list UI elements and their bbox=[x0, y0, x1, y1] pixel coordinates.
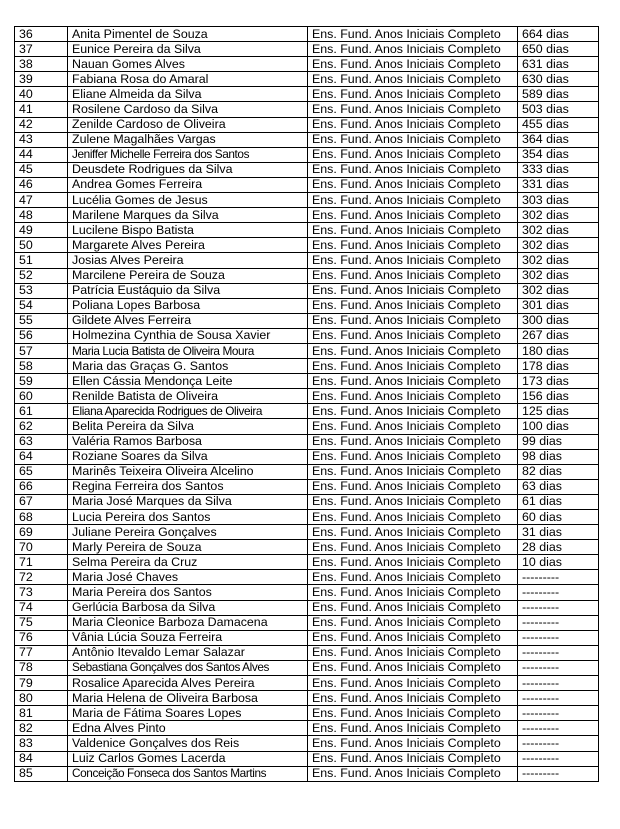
table-row bbox=[15, 464, 599, 479]
row-number-cell: 45 bbox=[15, 162, 68, 177]
education-level-cell: Ens. Fund. Anos Iniciais Completo bbox=[308, 525, 518, 540]
row-number-cell: 71 bbox=[15, 555, 68, 570]
education-level-cell: Ens. Fund. Anos Iniciais Completo bbox=[308, 510, 518, 525]
table-row bbox=[15, 147, 599, 162]
days-cell: 589 dias bbox=[518, 87, 599, 102]
name-cell: Valdenice Gonçalves dos Reis bbox=[68, 736, 308, 751]
days-cell: 267 dias bbox=[518, 328, 599, 343]
table-row bbox=[15, 766, 599, 781]
table-row bbox=[15, 570, 599, 585]
table-row bbox=[15, 102, 599, 117]
table-row bbox=[15, 283, 599, 298]
row-number-cell: 74 bbox=[15, 600, 68, 615]
name-cell: Juliane Pereira Gonçalves bbox=[68, 525, 308, 540]
days-cell: 630 dias bbox=[518, 72, 599, 87]
row-number-cell: 55 bbox=[15, 313, 68, 328]
name-cell: Nauan Gomes Alves bbox=[68, 57, 308, 72]
row-number-cell: 79 bbox=[15, 676, 68, 691]
table-row bbox=[15, 615, 599, 630]
days-cell: 455 dias bbox=[518, 117, 599, 132]
row-number-cell: 50 bbox=[15, 238, 68, 253]
days-cell: 503 dias bbox=[518, 102, 599, 117]
name-cell: Holmezina Cynthia de Sousa Xavier bbox=[68, 328, 308, 343]
name-cell: Roziane Soares da Silva bbox=[68, 449, 308, 464]
name-cell: Maria Helena de Oliveira Barbosa bbox=[68, 691, 308, 706]
row-number-cell: 83 bbox=[15, 736, 68, 751]
table-row bbox=[15, 660, 599, 675]
education-level-cell: Ens. Fund. Anos Iniciais Completo bbox=[308, 42, 518, 57]
row-number-cell: 72 bbox=[15, 570, 68, 585]
days-cell: 60 dias bbox=[518, 510, 599, 525]
row-number-cell: 81 bbox=[15, 706, 68, 721]
name-cell: Poliana Lopes Barbosa bbox=[68, 298, 308, 313]
name-cell: Anita Pimentel de Souza bbox=[68, 27, 308, 42]
education-level-cell: Ens. Fund. Anos Iniciais Completo bbox=[308, 736, 518, 751]
table-row bbox=[15, 57, 599, 72]
name-cell: Luiz Carlos Gomes Lacerda bbox=[68, 751, 308, 766]
days-cell: --------- bbox=[518, 721, 599, 736]
education-level-cell: Ens. Fund. Anos Iniciais Completo bbox=[308, 494, 518, 509]
row-number-cell: 46 bbox=[15, 177, 68, 192]
row-number-cell: 78 bbox=[15, 660, 68, 675]
education-level-cell: Ens. Fund. Anos Iniciais Completo bbox=[308, 555, 518, 570]
education-level-cell: Ens. Fund. Anos Iniciais Completo bbox=[308, 132, 518, 147]
education-level-cell: Ens. Fund. Anos Iniciais Completo bbox=[308, 208, 518, 223]
name-cell: Lucélia Gomes de Jesus bbox=[68, 193, 308, 208]
education-level-cell: Ens. Fund. Anos Iniciais Completo bbox=[308, 645, 518, 660]
row-number-cell: 69 bbox=[15, 525, 68, 540]
education-level-cell: Ens. Fund. Anos Iniciais Completo bbox=[308, 464, 518, 479]
row-number-cell: 68 bbox=[15, 510, 68, 525]
table-row bbox=[15, 117, 599, 132]
name-cell: Belita Pereira da Silva bbox=[68, 419, 308, 434]
row-number-cell: 36 bbox=[15, 27, 68, 42]
table-row bbox=[15, 87, 599, 102]
row-number-cell: 56 bbox=[15, 328, 68, 343]
table-row bbox=[15, 298, 599, 313]
table-row bbox=[15, 449, 599, 464]
table-row bbox=[15, 72, 599, 87]
days-cell: 302 dias bbox=[518, 208, 599, 223]
table-row bbox=[15, 313, 599, 328]
days-cell: --------- bbox=[518, 751, 599, 766]
table-row bbox=[15, 42, 599, 57]
education-level-cell: Ens. Fund. Anos Iniciais Completo bbox=[308, 313, 518, 328]
row-number-cell: 49 bbox=[15, 223, 68, 238]
name-cell: Maria Lucia Batista de Oliveira Moura bbox=[68, 343, 308, 358]
education-level-cell: Ens. Fund. Anos Iniciais Completo bbox=[308, 404, 518, 419]
days-cell: 156 dias bbox=[518, 389, 599, 404]
education-level-cell: Ens. Fund. Anos Iniciais Completo bbox=[308, 419, 518, 434]
row-number-cell: 52 bbox=[15, 268, 68, 283]
table-row bbox=[15, 253, 599, 268]
table-row bbox=[15, 162, 599, 177]
table-row bbox=[15, 494, 599, 509]
name-cell: Patrícia Eustáquio da Silva bbox=[68, 283, 308, 298]
days-cell: 354 dias bbox=[518, 147, 599, 162]
education-level-cell: Ens. Fund. Anos Iniciais Completo bbox=[308, 721, 518, 736]
table-row bbox=[15, 27, 599, 42]
days-cell: --------- bbox=[518, 676, 599, 691]
row-number-cell: 75 bbox=[15, 615, 68, 630]
days-cell: 100 dias bbox=[518, 419, 599, 434]
education-level-cell: Ens. Fund. Anos Iniciais Completo bbox=[308, 117, 518, 132]
days-cell: --------- bbox=[518, 615, 599, 630]
table-row bbox=[15, 208, 599, 223]
days-cell: 180 dias bbox=[518, 343, 599, 358]
days-cell: --------- bbox=[518, 570, 599, 585]
education-level-cell: Ens. Fund. Anos Iniciais Completo bbox=[308, 328, 518, 343]
days-cell: 302 dias bbox=[518, 223, 599, 238]
name-cell: Rosilene Cardoso da Silva bbox=[68, 102, 308, 117]
days-cell: 82 dias bbox=[518, 464, 599, 479]
days-cell: 99 dias bbox=[518, 434, 599, 449]
table-row bbox=[15, 419, 599, 434]
days-cell: 631 dias bbox=[518, 57, 599, 72]
name-cell: Maria Cleonice Barboza Damacena bbox=[68, 615, 308, 630]
row-number-cell: 58 bbox=[15, 359, 68, 374]
table-row bbox=[15, 434, 599, 449]
days-cell: 173 dias bbox=[518, 374, 599, 389]
row-number-cell: 62 bbox=[15, 419, 68, 434]
days-cell: 302 dias bbox=[518, 238, 599, 253]
education-level-cell: Ens. Fund. Anos Iniciais Completo bbox=[308, 147, 518, 162]
days-cell: 178 dias bbox=[518, 359, 599, 374]
education-level-cell: Ens. Fund. Anos Iniciais Completo bbox=[308, 359, 518, 374]
row-number-cell: 64 bbox=[15, 449, 68, 464]
row-number-cell: 73 bbox=[15, 585, 68, 600]
days-cell: 61 dias bbox=[518, 494, 599, 509]
table-row bbox=[15, 676, 599, 691]
education-level-cell: Ens. Fund. Anos Iniciais Completo bbox=[308, 570, 518, 585]
table-row bbox=[15, 706, 599, 721]
table-row bbox=[15, 736, 599, 751]
days-cell: 98 dias bbox=[518, 449, 599, 464]
row-number-cell: 80 bbox=[15, 691, 68, 706]
name-cell: Andrea Gomes Ferreira bbox=[68, 177, 308, 192]
table-row bbox=[15, 555, 599, 570]
name-cell: Regina Ferreira dos Santos bbox=[68, 479, 308, 494]
name-cell: Maria das Graças G. Santos bbox=[68, 359, 308, 374]
days-cell: 302 dias bbox=[518, 283, 599, 298]
table-row bbox=[15, 404, 599, 419]
days-cell: --------- bbox=[518, 736, 599, 751]
education-level-cell: Ens. Fund. Anos Iniciais Completo bbox=[308, 343, 518, 358]
days-cell: 650 dias bbox=[518, 42, 599, 57]
name-cell: Marinês Teixeira Oliveira Alcelino bbox=[68, 464, 308, 479]
days-cell: --------- bbox=[518, 630, 599, 645]
name-cell: Conceição Fonseca dos Santos Martins bbox=[68, 766, 308, 781]
days-cell: --------- bbox=[518, 706, 599, 721]
education-level-cell: Ens. Fund. Anos Iniciais Completo bbox=[308, 600, 518, 615]
name-cell: Marcilene Pereira de Souza bbox=[68, 268, 308, 283]
row-number-cell: 77 bbox=[15, 645, 68, 660]
education-level-cell: Ens. Fund. Anos Iniciais Completo bbox=[308, 162, 518, 177]
candidate-table bbox=[14, 26, 599, 782]
days-cell: 333 dias bbox=[518, 162, 599, 177]
row-number-cell: 38 bbox=[15, 57, 68, 72]
education-level-cell: Ens. Fund. Anos Iniciais Completo bbox=[308, 766, 518, 781]
name-cell: Jeniffer Michelle Ferreira dos Santos bbox=[68, 147, 308, 162]
name-cell: Antônio Itevaldo Lemar Salazar bbox=[68, 645, 308, 660]
row-number-cell: 57 bbox=[15, 343, 68, 358]
days-cell: 10 dias bbox=[518, 555, 599, 570]
name-cell: Eliane Almeida da Silva bbox=[68, 87, 308, 102]
education-level-cell: Ens. Fund. Anos Iniciais Completo bbox=[308, 374, 518, 389]
row-number-cell: 41 bbox=[15, 102, 68, 117]
table-row bbox=[15, 389, 599, 404]
row-number-cell: 44 bbox=[15, 147, 68, 162]
row-number-cell: 53 bbox=[15, 283, 68, 298]
name-cell: Maria Pereira dos Santos bbox=[68, 585, 308, 600]
name-cell: Maria José Marques da Silva bbox=[68, 494, 308, 509]
row-number-cell: 85 bbox=[15, 766, 68, 781]
row-number-cell: 76 bbox=[15, 630, 68, 645]
education-level-cell: Ens. Fund. Anos Iniciais Completo bbox=[308, 238, 518, 253]
education-level-cell: Ens. Fund. Anos Iniciais Completo bbox=[308, 57, 518, 72]
table-row bbox=[15, 223, 599, 238]
candidate-table-body bbox=[15, 27, 599, 782]
row-number-cell: 42 bbox=[15, 117, 68, 132]
row-number-cell: 84 bbox=[15, 751, 68, 766]
row-number-cell: 66 bbox=[15, 479, 68, 494]
name-cell: Selma Pereira da Cruz bbox=[68, 555, 308, 570]
days-cell: 31 dias bbox=[518, 525, 599, 540]
days-cell: --------- bbox=[518, 600, 599, 615]
table-row bbox=[15, 645, 599, 660]
name-cell: Zulene Magalhães Vargas bbox=[68, 132, 308, 147]
table-row bbox=[15, 374, 599, 389]
name-cell: Eunice Pereira da Silva bbox=[68, 42, 308, 57]
row-number-cell: 60 bbox=[15, 389, 68, 404]
row-number-cell: 82 bbox=[15, 721, 68, 736]
table-row bbox=[15, 691, 599, 706]
name-cell: Gerlúcia Barbosa da Silva bbox=[68, 600, 308, 615]
table-row bbox=[15, 177, 599, 192]
table-row bbox=[15, 193, 599, 208]
name-cell: Renilde Batista de Oliveira bbox=[68, 389, 308, 404]
table-row bbox=[15, 585, 599, 600]
name-cell: Josias Alves Pereira bbox=[68, 253, 308, 268]
days-cell: 302 dias bbox=[518, 253, 599, 268]
table-row bbox=[15, 751, 599, 766]
row-number-cell: 39 bbox=[15, 72, 68, 87]
education-level-cell: Ens. Fund. Anos Iniciais Completo bbox=[308, 751, 518, 766]
row-number-cell: 51 bbox=[15, 253, 68, 268]
education-level-cell: Ens. Fund. Anos Iniciais Completo bbox=[308, 27, 518, 42]
education-level-cell: Ens. Fund. Anos Iniciais Completo bbox=[308, 540, 518, 555]
row-number-cell: 54 bbox=[15, 298, 68, 313]
name-cell: Edna Alves Pinto bbox=[68, 721, 308, 736]
days-cell: 63 dias bbox=[518, 479, 599, 494]
education-level-cell: Ens. Fund. Anos Iniciais Completo bbox=[308, 449, 518, 464]
name-cell: Lucilene Bispo Batista bbox=[68, 223, 308, 238]
education-level-cell: Ens. Fund. Anos Iniciais Completo bbox=[308, 706, 518, 721]
name-cell: Margarete Alves Pereira bbox=[68, 238, 308, 253]
name-cell: Vânia Lúcia Souza Ferreira bbox=[68, 630, 308, 645]
days-cell: 125 dias bbox=[518, 404, 599, 419]
name-cell: Marilene Marques da Silva bbox=[68, 208, 308, 223]
table-row bbox=[15, 479, 599, 494]
row-number-cell: 61 bbox=[15, 404, 68, 419]
row-number-cell: 37 bbox=[15, 42, 68, 57]
education-level-cell: Ens. Fund. Anos Iniciais Completo bbox=[308, 268, 518, 283]
days-cell: --------- bbox=[518, 766, 599, 781]
row-number-cell: 48 bbox=[15, 208, 68, 223]
table-row bbox=[15, 343, 599, 358]
education-level-cell: Ens. Fund. Anos Iniciais Completo bbox=[308, 434, 518, 449]
row-number-cell: 59 bbox=[15, 374, 68, 389]
name-cell: Lucia Pereira dos Santos bbox=[68, 510, 308, 525]
days-cell: 28 dias bbox=[518, 540, 599, 555]
days-cell: 331 dias bbox=[518, 177, 599, 192]
table-row bbox=[15, 359, 599, 374]
days-cell: --------- bbox=[518, 585, 599, 600]
days-cell: --------- bbox=[518, 645, 599, 660]
education-level-cell: Ens. Fund. Anos Iniciais Completo bbox=[308, 298, 518, 313]
table-row bbox=[15, 132, 599, 147]
name-cell: Rosalice Aparecida Alves Pereira bbox=[68, 676, 308, 691]
name-cell: Sebastiana Gonçalves dos Santos Alves bbox=[68, 660, 308, 675]
education-level-cell: Ens. Fund. Anos Iniciais Completo bbox=[308, 72, 518, 87]
row-number-cell: 65 bbox=[15, 464, 68, 479]
days-cell: 301 dias bbox=[518, 298, 599, 313]
education-level-cell: Ens. Fund. Anos Iniciais Completo bbox=[308, 177, 518, 192]
row-number-cell: 70 bbox=[15, 540, 68, 555]
name-cell: Deusdete Rodrigues da Silva bbox=[68, 162, 308, 177]
table-row bbox=[15, 525, 599, 540]
days-cell: --------- bbox=[518, 660, 599, 675]
name-cell: Eliana Aparecida Rodrigues de Oliveira bbox=[68, 404, 308, 419]
education-level-cell: Ens. Fund. Anos Iniciais Completo bbox=[308, 253, 518, 268]
name-cell: Maria de Fátima Soares Lopes bbox=[68, 706, 308, 721]
education-level-cell: Ens. Fund. Anos Iniciais Completo bbox=[308, 87, 518, 102]
days-cell: --------- bbox=[518, 691, 599, 706]
name-cell: Valéria Ramos Barbosa bbox=[68, 434, 308, 449]
table-row bbox=[15, 540, 599, 555]
education-level-cell: Ens. Fund. Anos Iniciais Completo bbox=[308, 585, 518, 600]
name-cell: Ellen Cássia Mendonça Leite bbox=[68, 374, 308, 389]
days-cell: 364 dias bbox=[518, 132, 599, 147]
education-level-cell: Ens. Fund. Anos Iniciais Completo bbox=[308, 630, 518, 645]
days-cell: 302 dias bbox=[518, 268, 599, 283]
table-row bbox=[15, 328, 599, 343]
row-number-cell: 47 bbox=[15, 193, 68, 208]
table-row bbox=[15, 238, 599, 253]
education-level-cell: Ens. Fund. Anos Iniciais Completo bbox=[308, 102, 518, 117]
row-number-cell: 63 bbox=[15, 434, 68, 449]
name-cell: Gildete Alves Ferreira bbox=[68, 313, 308, 328]
name-cell: Fabiana Rosa do Amaral bbox=[68, 72, 308, 87]
days-cell: 300 dias bbox=[518, 313, 599, 328]
education-level-cell: Ens. Fund. Anos Iniciais Completo bbox=[308, 479, 518, 494]
education-level-cell: Ens. Fund. Anos Iniciais Completo bbox=[308, 615, 518, 630]
table-row bbox=[15, 721, 599, 736]
education-level-cell: Ens. Fund. Anos Iniciais Completo bbox=[308, 223, 518, 238]
table-row bbox=[15, 268, 599, 283]
name-cell: Zenilde Cardoso de Oliveira bbox=[68, 117, 308, 132]
name-cell: Maria José Chaves bbox=[68, 570, 308, 585]
row-number-cell: 40 bbox=[15, 87, 68, 102]
days-cell: 303 dias bbox=[518, 193, 599, 208]
row-number-cell: 43 bbox=[15, 132, 68, 147]
table-row bbox=[15, 630, 599, 645]
row-number-cell: 67 bbox=[15, 494, 68, 509]
name-cell: Marly Pereira de Souza bbox=[68, 540, 308, 555]
education-level-cell: Ens. Fund. Anos Iniciais Completo bbox=[308, 660, 518, 675]
education-level-cell: Ens. Fund. Anos Iniciais Completo bbox=[308, 283, 518, 298]
table-row bbox=[15, 510, 599, 525]
education-level-cell: Ens. Fund. Anos Iniciais Completo bbox=[308, 193, 518, 208]
education-level-cell: Ens. Fund. Anos Iniciais Completo bbox=[308, 389, 518, 404]
days-cell: 664 dias bbox=[518, 27, 599, 42]
table-row bbox=[15, 600, 599, 615]
education-level-cell: Ens. Fund. Anos Iniciais Completo bbox=[308, 691, 518, 706]
education-level-cell: Ens. Fund. Anos Iniciais Completo bbox=[308, 676, 518, 691]
